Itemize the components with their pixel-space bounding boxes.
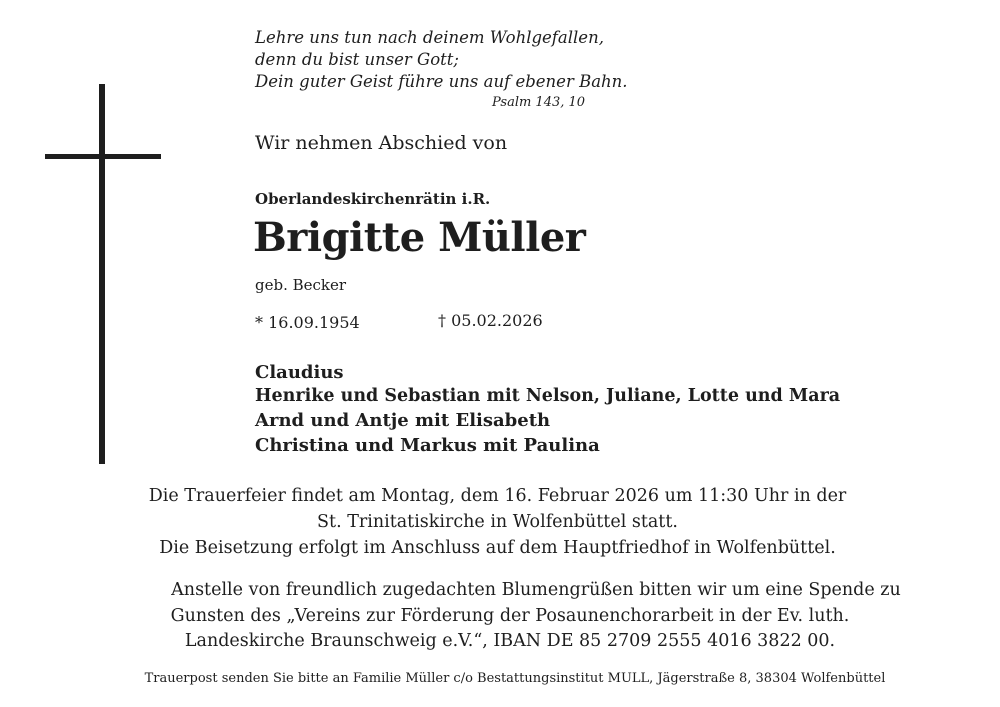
intro: Wir nehmen Abschied von	[255, 132, 508, 154]
donation-line: Anstelle von freundlich zugedachten Blumengrüßen bitten wir um eine Spende zu	[171, 580, 901, 600]
birth-name: geb. Becker	[255, 276, 347, 294]
family-line: Arnd und Antje mit Elisabeth	[255, 410, 551, 431]
death-date: † 05.02.2026	[438, 311, 543, 330]
verse-line: Lehre uns tun nach deinem Wohlgefallen,	[255, 28, 604, 47]
donation-line: Gunsten des „Vereins zur Förderung der Posaunenchorarbeit in der Ev. luth.	[170, 606, 850, 626]
verse-source: Psalm 143, 10	[492, 95, 586, 110]
deceased-title: Oberlandeskirchenrätin i.R.	[255, 190, 491, 208]
donation-line: Landeskirche Braunschweig e.V.“, IBAN DE 85 2709 2555 4016 3822 00.	[184, 631, 836, 651]
cross-icon	[99, 84, 105, 464]
family-line: Claudius	[255, 362, 344, 383]
ceremony-line: Die Trauerfeier findet am Montag, dem 16. Februar 2026 um 11:30 Uhr in der	[148, 486, 847, 506]
ceremony-line: St. Trinitatiskirche in Wolfenbüttel statt.	[317, 512, 678, 532]
footer-address: Trauerpost senden Sie bitte an Familie Müller c/o Bestattungsinstitut MULL, Jägerstraße 8, 38304 Wolfenbüttel	[144, 671, 886, 686]
verse-line: Dein guter Geist führe uns auf ebener Bahn.	[255, 72, 628, 91]
birth-date: * 16.09.1954	[255, 313, 360, 332]
verse-line: denn du bist unser Gott;	[255, 50, 459, 69]
family-line: Christina und Markus mit Paulina	[255, 435, 600, 456]
ceremony-line: Die Beisetzung erfolgt im Anschluss auf dem Hauptfriedhof in Wolfenbüttel.	[159, 538, 836, 558]
cross-icon-bar	[45, 154, 161, 159]
family-line: Henrike und Sebastian mit Nelson, Juliane, Lotte und Mara	[255, 386, 841, 406]
deceased-name: Brigitte Müller	[253, 214, 586, 261]
